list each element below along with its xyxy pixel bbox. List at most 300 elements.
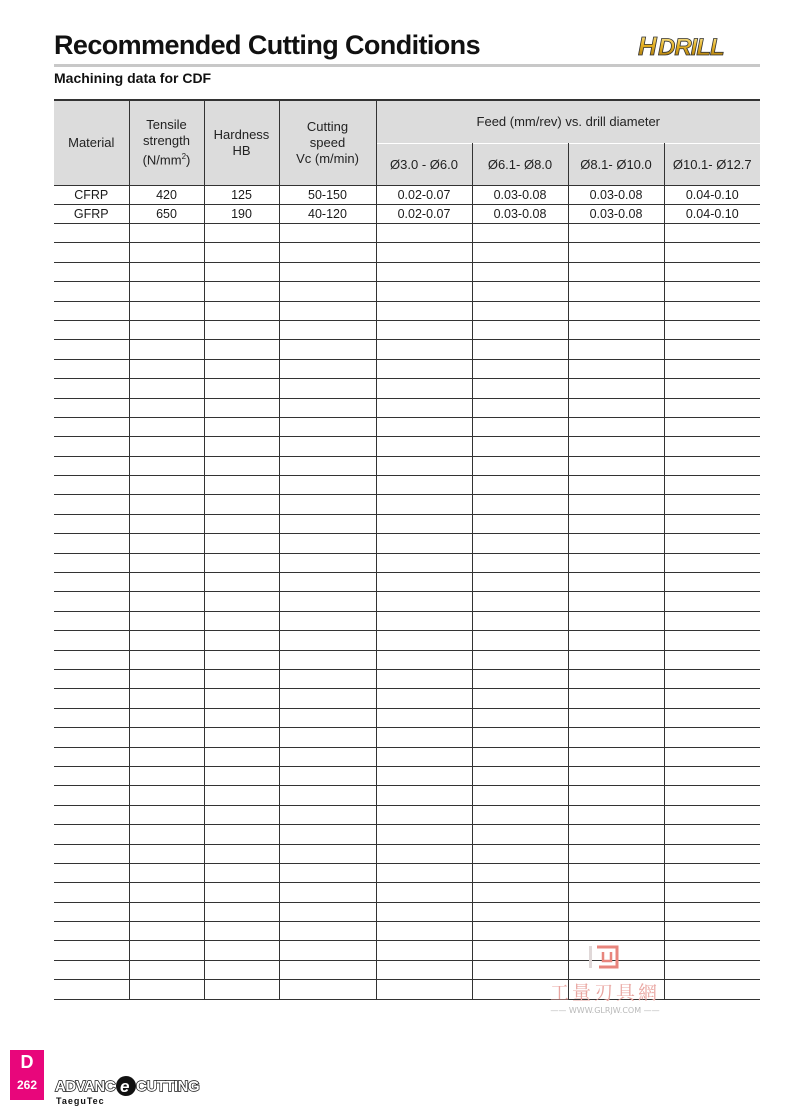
brand-sub-taegutec: TaeguTec — [56, 1096, 105, 1106]
empty-cell — [376, 786, 472, 805]
logo-letter-h: H — [638, 31, 657, 60]
empty-cell — [129, 243, 204, 262]
empty-cell — [279, 669, 376, 688]
empty-cell — [568, 747, 664, 766]
cell-speed: 50-150 — [279, 186, 376, 205]
empty-cell — [129, 476, 204, 495]
empty-cell — [204, 825, 279, 844]
empty-cell — [54, 960, 129, 979]
empty-row — [54, 301, 760, 320]
empty-cell — [204, 243, 279, 262]
empty-cell — [664, 669, 760, 688]
empty-cell — [376, 650, 472, 669]
empty-cell — [279, 650, 376, 669]
empty-cell — [664, 476, 760, 495]
empty-cell — [204, 786, 279, 805]
empty-cell — [568, 243, 664, 262]
empty-cell — [129, 456, 204, 475]
empty-cell — [54, 514, 129, 533]
empty-cell — [664, 844, 760, 863]
header-tensile-unit: (N/mm — [142, 152, 182, 168]
empty-cell — [129, 728, 204, 747]
empty-cell — [472, 650, 568, 669]
empty-cell — [204, 922, 279, 941]
empty-cell — [204, 534, 279, 553]
empty-cell — [204, 592, 279, 611]
empty-cell — [204, 262, 279, 281]
cell-feed-1: 0.02-0.07 — [376, 186, 472, 205]
empty-cell — [204, 980, 279, 999]
empty-cell — [129, 573, 204, 592]
empty-cell — [664, 573, 760, 592]
empty-row — [54, 534, 760, 553]
empty-cell — [129, 941, 204, 960]
empty-cell — [204, 379, 279, 398]
header-tensile-close: ) — [186, 152, 191, 168]
empty-cell — [204, 747, 279, 766]
empty-cell — [664, 941, 760, 960]
cell-material: CFRP — [54, 186, 129, 205]
empty-cell — [664, 728, 760, 747]
empty-cell — [204, 573, 279, 592]
empty-cell — [568, 728, 664, 747]
empty-cell — [568, 631, 664, 650]
empty-cell — [376, 417, 472, 436]
header-material: Material — [54, 100, 129, 186]
empty-row — [54, 514, 760, 533]
empty-cell — [279, 922, 376, 941]
empty-cell — [472, 224, 568, 243]
empty-cell — [472, 631, 568, 650]
empty-cell — [129, 417, 204, 436]
empty-cell — [279, 708, 376, 727]
empty-row — [54, 398, 760, 417]
empty-row — [54, 379, 760, 398]
cell-feed-2: 0.03-0.08 — [472, 186, 568, 205]
empty-cell — [664, 224, 760, 243]
empty-cell — [204, 941, 279, 960]
header-speed-line1: Cutting — [306, 119, 349, 134]
empty-cell — [54, 224, 129, 243]
empty-cell — [664, 417, 760, 436]
empty-cell — [204, 495, 279, 514]
empty-cell — [472, 301, 568, 320]
empty-row — [54, 573, 760, 592]
brand-letter-e: e — [120, 1077, 130, 1096]
empty-cell — [472, 825, 568, 844]
empty-cell — [279, 960, 376, 979]
empty-row — [54, 224, 760, 243]
empty-cell — [129, 902, 204, 921]
empty-cell — [568, 553, 664, 572]
empty-cell — [204, 340, 279, 359]
table-row — [54, 186, 760, 205]
empty-row — [54, 708, 760, 727]
cell-hardness: 190 — [204, 205, 279, 224]
empty-cell — [129, 282, 204, 301]
empty-row — [54, 650, 760, 669]
empty-cell — [664, 902, 760, 921]
empty-cell — [129, 514, 204, 533]
header-diameter-4: Ø10.1- Ø12.7 — [664, 144, 760, 186]
empty-cell — [376, 476, 472, 495]
empty-cell — [279, 417, 376, 436]
empty-cell — [568, 786, 664, 805]
empty-cell — [279, 320, 376, 339]
empty-cell — [472, 728, 568, 747]
empty-cell — [472, 611, 568, 630]
empty-cell — [279, 902, 376, 921]
empty-cell — [376, 340, 472, 359]
header-diameter-2: Ø6.1- Ø8.0 — [472, 144, 568, 186]
watermark-chinese-text: 工量刃具網 — [549, 982, 660, 1004]
empty-cell — [204, 689, 279, 708]
empty-cell — [568, 689, 664, 708]
empty-cell — [204, 669, 279, 688]
empty-cell — [664, 825, 760, 844]
empty-cell — [204, 883, 279, 902]
empty-cell — [376, 495, 472, 514]
empty-cell — [376, 805, 472, 824]
header-diameter-1: Ø3.0 - Ø6.0 — [376, 144, 472, 186]
empty-cell — [204, 398, 279, 417]
header-speed-line2: speed — [309, 135, 346, 150]
empty-cell — [472, 514, 568, 533]
empty-cell — [376, 301, 472, 320]
empty-cell — [472, 883, 568, 902]
empty-cell — [279, 766, 376, 785]
empty-cell — [54, 980, 129, 999]
cell-feed-4: 0.04-0.10 — [664, 186, 760, 205]
empty-cell — [568, 456, 664, 475]
empty-cell — [279, 611, 376, 630]
empty-cell — [568, 495, 664, 514]
empty-cell — [472, 476, 568, 495]
header-diameter-3: Ø8.1- Ø10.0 — [568, 144, 664, 186]
empty-cell — [204, 417, 279, 436]
empty-cell — [54, 631, 129, 650]
empty-cell — [129, 611, 204, 630]
empty-cell — [376, 359, 472, 378]
empty-row — [54, 922, 760, 941]
empty-cell — [54, 553, 129, 572]
empty-cell — [472, 359, 568, 378]
empty-row — [54, 631, 760, 650]
empty-cell — [204, 456, 279, 475]
empty-cell — [129, 883, 204, 902]
empty-cell — [54, 262, 129, 281]
cutting-conditions-table — [54, 99, 760, 1000]
empty-cell — [568, 766, 664, 785]
empty-cell — [279, 805, 376, 824]
empty-cell — [54, 417, 129, 436]
watermark-logo-icon — [585, 943, 625, 971]
empty-cell — [568, 592, 664, 611]
empty-cell — [54, 766, 129, 785]
empty-cell — [376, 922, 472, 941]
empty-row — [54, 340, 760, 359]
hdrill-logo — [634, 30, 760, 60]
empty-cell — [568, 611, 664, 630]
empty-row — [54, 786, 760, 805]
empty-cell — [129, 631, 204, 650]
empty-cell — [279, 786, 376, 805]
empty-cell — [568, 398, 664, 417]
empty-cell — [376, 844, 472, 863]
empty-cell — [472, 708, 568, 727]
empty-row — [54, 592, 760, 611]
empty-cell — [664, 747, 760, 766]
empty-cell — [279, 553, 376, 572]
empty-cell — [568, 437, 664, 456]
empty-cell — [279, 301, 376, 320]
empty-cell — [376, 689, 472, 708]
empty-cell — [376, 224, 472, 243]
empty-cell — [568, 825, 664, 844]
cell-hardness: 125 — [204, 186, 279, 205]
empty-cell — [279, 476, 376, 495]
cell-tensile: 650 — [129, 205, 204, 224]
empty-cell — [568, 262, 664, 281]
empty-cell — [664, 883, 760, 902]
empty-cell — [204, 224, 279, 243]
cell-speed: 40-120 — [279, 205, 376, 224]
cell-feed-3: 0.03-0.08 — [568, 205, 664, 224]
header-tensile-line2: strength — [143, 133, 190, 149]
empty-cell — [376, 262, 472, 281]
header-tensile-strength — [129, 100, 204, 186]
empty-cell — [568, 573, 664, 592]
empty-row — [54, 689, 760, 708]
empty-cell — [54, 243, 129, 262]
empty-cell — [664, 379, 760, 398]
empty-cell — [54, 340, 129, 359]
empty-cell — [568, 514, 664, 533]
empty-cell — [279, 243, 376, 262]
empty-cell — [279, 340, 376, 359]
empty-cell — [376, 825, 472, 844]
empty-cell — [129, 689, 204, 708]
empty-cell — [664, 456, 760, 475]
empty-cell — [54, 669, 129, 688]
empty-cell — [472, 320, 568, 339]
empty-cell — [279, 262, 376, 281]
cell-feed-3: 0.03-0.08 — [568, 186, 664, 205]
empty-cell — [664, 534, 760, 553]
empty-cell — [664, 922, 760, 941]
empty-cell — [472, 437, 568, 456]
empty-cell — [664, 301, 760, 320]
empty-cell — [204, 960, 279, 979]
empty-cell — [376, 960, 472, 979]
empty-cell — [376, 456, 472, 475]
empty-cell — [376, 980, 472, 999]
empty-cell — [129, 747, 204, 766]
empty-cell — [129, 379, 204, 398]
empty-cell — [376, 437, 472, 456]
empty-cell — [54, 611, 129, 630]
empty-row — [54, 282, 760, 301]
empty-cell — [664, 359, 760, 378]
empty-cell — [472, 553, 568, 572]
empty-row — [54, 844, 760, 863]
empty-cell — [568, 805, 664, 824]
empty-cell — [129, 980, 204, 999]
empty-cell — [472, 844, 568, 863]
empty-row — [54, 902, 760, 921]
empty-cell — [54, 883, 129, 902]
brand-word-advanc: ADVANC — [55, 1078, 116, 1095]
header-feed-group: Feed (mm/rev) vs. drill diameter — [376, 100, 760, 144]
empty-cell — [204, 844, 279, 863]
empty-row — [54, 359, 760, 378]
empty-cell — [54, 941, 129, 960]
empty-cell — [472, 495, 568, 514]
empty-cell — [54, 456, 129, 475]
empty-cell — [472, 282, 568, 301]
empty-cell — [129, 495, 204, 514]
empty-cell — [279, 863, 376, 882]
empty-cell — [376, 747, 472, 766]
empty-cell — [568, 844, 664, 863]
empty-cell — [54, 320, 129, 339]
empty-cell — [129, 437, 204, 456]
empty-cell — [376, 708, 472, 727]
empty-cell — [664, 786, 760, 805]
empty-cell — [376, 766, 472, 785]
page-title: Recommended Cutting Conditions — [54, 30, 480, 60]
empty-cell — [279, 728, 376, 747]
empty-cell — [376, 243, 472, 262]
empty-cell — [204, 766, 279, 785]
empty-row — [54, 320, 760, 339]
empty-cell — [279, 282, 376, 301]
empty-cell — [129, 805, 204, 824]
empty-cell — [129, 398, 204, 417]
section-tab — [10, 1050, 44, 1100]
empty-cell — [664, 320, 760, 339]
empty-cell — [472, 379, 568, 398]
empty-row — [54, 243, 760, 262]
empty-row — [54, 825, 760, 844]
title-rule — [54, 64, 760, 67]
empty-cell — [472, 262, 568, 281]
page-subtitle: Machining data for CDF — [54, 70, 212, 86]
empty-cell — [664, 514, 760, 533]
header-hardness-line1: Hardness — [213, 127, 270, 142]
empty-cell — [472, 398, 568, 417]
empty-cell — [279, 825, 376, 844]
empty-cell — [129, 534, 204, 553]
empty-cell — [54, 728, 129, 747]
empty-cell — [568, 883, 664, 902]
empty-cell — [129, 786, 204, 805]
empty-cell — [376, 631, 472, 650]
empty-cell — [129, 592, 204, 611]
empty-row — [54, 805, 760, 824]
empty-cell — [54, 379, 129, 398]
empty-cell — [376, 941, 472, 960]
empty-cell — [376, 379, 472, 398]
empty-cell — [129, 553, 204, 572]
empty-cell — [204, 437, 279, 456]
empty-cell — [664, 553, 760, 572]
empty-cell — [376, 282, 472, 301]
cell-feed-1: 0.02-0.07 — [376, 205, 472, 224]
empty-cell — [376, 728, 472, 747]
empty-cell — [279, 573, 376, 592]
empty-row — [54, 553, 760, 572]
empty-cell — [664, 631, 760, 650]
empty-cell — [129, 863, 204, 882]
empty-cell — [664, 398, 760, 417]
empty-cell — [568, 320, 664, 339]
cell-material: GFRP — [54, 205, 129, 224]
empty-cell — [279, 592, 376, 611]
cell-feed-4: 0.04-0.10 — [664, 205, 760, 224]
empty-cell — [129, 708, 204, 727]
empty-cell — [204, 282, 279, 301]
empty-cell — [664, 708, 760, 727]
advance-cutting-logo — [54, 1074, 204, 1108]
empty-cell — [279, 437, 376, 456]
empty-cell — [129, 766, 204, 785]
empty-cell — [129, 844, 204, 863]
cell-feed-2: 0.03-0.08 — [472, 205, 568, 224]
header-tensile-sup: 2 — [181, 152, 187, 162]
cell-tensile: 420 — [129, 186, 204, 205]
empty-cell — [472, 456, 568, 475]
empty-cell — [568, 922, 664, 941]
empty-cell — [279, 980, 376, 999]
empty-cell — [664, 437, 760, 456]
header-hardness — [204, 100, 279, 186]
empty-cell — [664, 340, 760, 359]
empty-cell — [279, 456, 376, 475]
empty-cell — [279, 359, 376, 378]
empty-cell — [129, 301, 204, 320]
empty-cell — [54, 437, 129, 456]
empty-cell — [279, 495, 376, 514]
brand-word-cutting: CUTTING — [136, 1078, 200, 1095]
empty-cell — [54, 863, 129, 882]
empty-cell — [568, 669, 664, 688]
page-number: 262 — [16, 1078, 38, 1092]
header-speed-line3: Vc (m/min) — [296, 151, 359, 166]
empty-cell — [129, 359, 204, 378]
empty-cell — [376, 611, 472, 630]
empty-cell — [54, 786, 129, 805]
watermark — [535, 943, 675, 1013]
empty-cell — [54, 534, 129, 553]
empty-row — [54, 476, 760, 495]
empty-cell — [204, 514, 279, 533]
empty-cell — [376, 883, 472, 902]
empty-row — [54, 417, 760, 436]
empty-cell — [568, 417, 664, 436]
empty-cell — [129, 960, 204, 979]
empty-cell — [472, 573, 568, 592]
empty-row — [54, 766, 760, 785]
empty-cell — [204, 728, 279, 747]
empty-cell — [279, 883, 376, 902]
empty-cell — [376, 592, 472, 611]
empty-cell — [568, 902, 664, 921]
empty-cell — [664, 262, 760, 281]
empty-cell — [279, 534, 376, 553]
empty-cell — [54, 902, 129, 921]
empty-row — [54, 437, 760, 456]
